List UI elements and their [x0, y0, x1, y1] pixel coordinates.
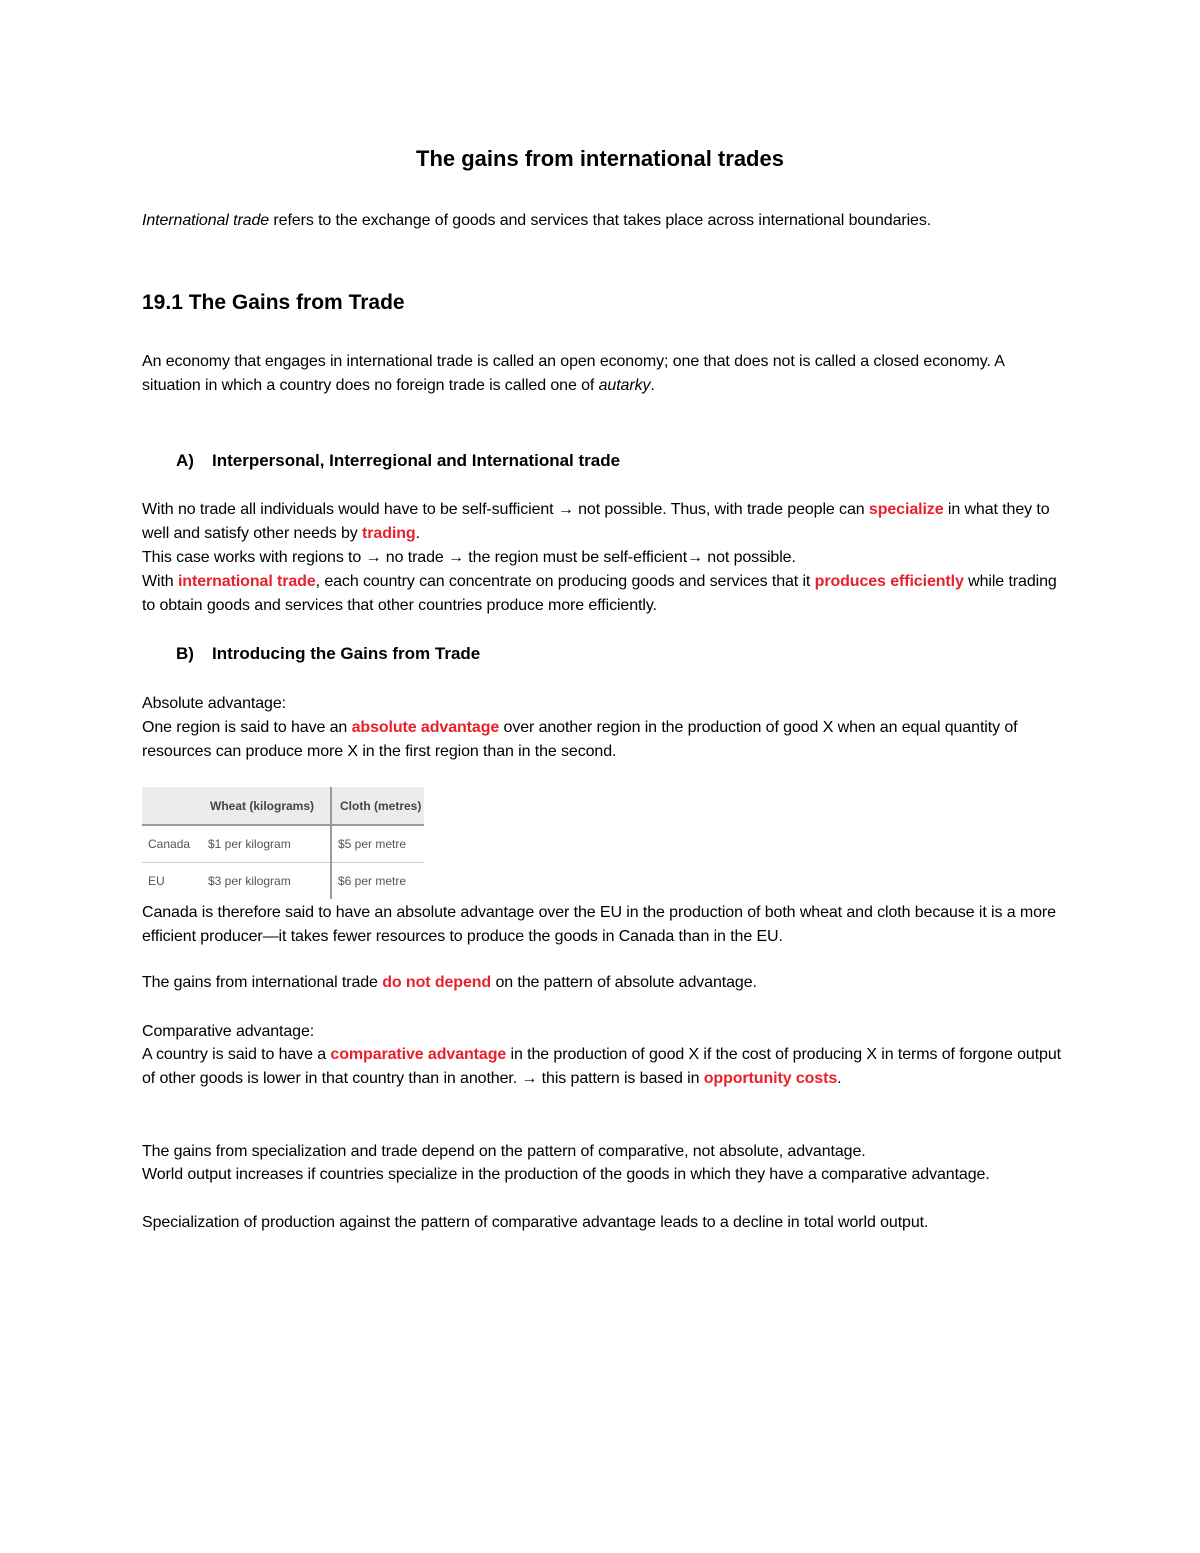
- do-not-depend-highlight: do not depend: [382, 974, 492, 991]
- section-heading: 19.1 The Gains from Trade: [142, 291, 405, 314]
- text: , each country can concentrate on producing goods and services that it: [315, 573, 815, 590]
- canada-paragraph: Canada is therefore said to have an absolute advantage over the EU in the production of both wheat and cloth because it is a more efficient producer—it takes fewer resources to produce the goods in Canada than in the EU.: [142, 904, 1056, 945]
- intro-paragraph: [142, 209, 1062, 233]
- text: The gains from international trade: [142, 974, 383, 991]
- comparative-advantage-label: Comparative advantage:: [142, 1023, 315, 1040]
- table-cell: Canada: [142, 825, 202, 863]
- text: on the pattern of absolute advantage.: [491, 974, 757, 991]
- table-cell: $3 per kilogram: [202, 863, 331, 900]
- produces-efficiently-highlight: produces efficiently: [814, 573, 964, 590]
- text: .: [415, 525, 420, 542]
- world-output-paragraph: World output increases if countries specialize in the production of the goods in which they have a comparative advantage.: [142, 1166, 990, 1183]
- text: With: [142, 573, 178, 590]
- comparative-advantage-highlight: comparative advantage: [330, 1046, 507, 1063]
- intro-term: International trade: [142, 212, 270, 229]
- subsection-b-title: Introducing the Gains from Trade: [212, 644, 481, 663]
- cost-table: [142, 787, 424, 899]
- gains-paragraph: [142, 971, 1062, 995]
- absolute-advantage-highlight: absolute advantage: [351, 719, 500, 736]
- table-row: [142, 825, 424, 863]
- table-cell: $5 per metre: [331, 825, 424, 863]
- text: A country is said to have a: [142, 1046, 331, 1063]
- comparative-advantage-paragraph: [142, 1043, 1062, 1091]
- table-row: [142, 863, 424, 900]
- autarky-term: autarky: [598, 377, 651, 394]
- table-header-row: [142, 787, 424, 825]
- opportunity-costs-highlight: opportunity costs: [703, 1070, 838, 1087]
- subsection-a-heading: [176, 451, 620, 471]
- international-trade-highlight: international trade: [177, 573, 316, 590]
- table-cell: EU: [148, 874, 165, 888]
- table-header: Cloth (metres): [331, 787, 424, 825]
- open-economy-paragraph: [142, 350, 1062, 398]
- intro-text: refers to the exchange of goods and services that takes place across international boundaries.: [269, 212, 932, 229]
- subsection-a-letter: A): [176, 451, 194, 470]
- subsection-a-title: Interpersonal, Interregional and International trade: [212, 451, 621, 470]
- decline-paragraph: Specialization of production against the pattern of comparative advantage leads to a decline in total world output.: [142, 1214, 929, 1231]
- text: One region is said to have an: [142, 719, 352, 736]
- no-trade-paragraph: [142, 498, 1062, 546]
- text: in what they to well and satisfy other needs by: [142, 501, 1050, 542]
- absolute-advantage-label: Absolute advantage:: [142, 695, 286, 712]
- specialize-highlight: specialize: [868, 501, 944, 518]
- absolute-advantage-paragraph: [142, 716, 1062, 764]
- specialization-gains-paragraph: The gains from specialization and trade depend on the pattern of comparative, not absolute, advantage.: [142, 1143, 866, 1160]
- text: With no trade all individuals would have to be self-sufficient → not possible. Thus, with trade people can: [142, 501, 869, 518]
- text: over another region in the production of good X when an equal quantity of resources can produce more X in the first region than in the second.: [142, 719, 1018, 760]
- text: while trading to obtain goods and services that other countries produce more efficiently.: [142, 573, 1057, 614]
- subsection-b-letter: B): [176, 644, 194, 663]
- trading-highlight: trading: [362, 525, 416, 542]
- table-header: [142, 787, 202, 825]
- period: .: [650, 377, 655, 394]
- regions-paragraph: This case works with regions to → no trade → the region must be self-efficient→ not possible.: [142, 549, 796, 566]
- table-header: Wheat (kilograms): [202, 787, 331, 825]
- international-trade-paragraph: [142, 570, 1062, 618]
- text: in the production of good X if the cost of producing X in terms of forgone output of other goods is lower in that country than in another. → this pattern is based in: [142, 1046, 1062, 1087]
- table-cell: $6 per metre: [338, 874, 407, 888]
- table-cell: $1 per kilogram: [202, 825, 331, 863]
- document-title: The gains from international trades: [416, 146, 784, 171]
- subsection-b-heading: [176, 644, 480, 664]
- text: .: [837, 1070, 842, 1087]
- open-economy-text: An economy that engages in international trade is called an open economy; one that does not is called a closed economy. A situation in which a country does no foreign trade is called one of: [142, 353, 1004, 394]
